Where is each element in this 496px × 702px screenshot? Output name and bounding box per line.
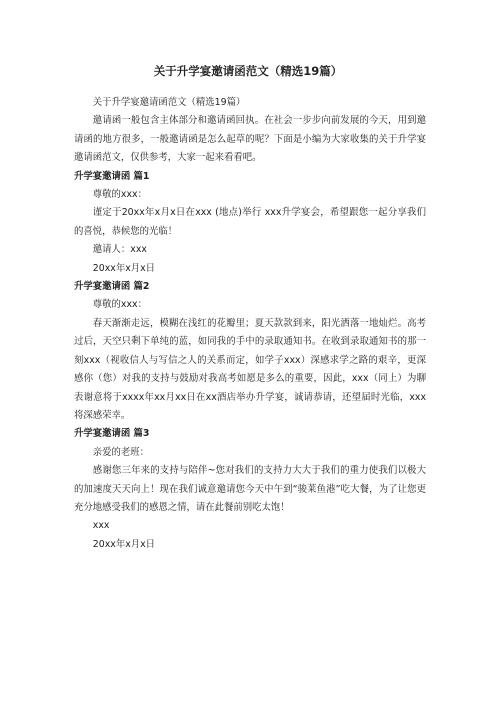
date-line: 20xx年x月x日 bbox=[92, 262, 156, 274]
body-paragraph: 感谢您三年来的支持与陪伴~您对我们的支持力大大于我们的重力使我们以极大的加速度天天向上！现在我们诚意邀请您今天中午到“骏莱鱼港”吃大餐，为了让您更充分地感受我们的感恩之情，请在此餐前别吃太饱！ bbox=[74, 465, 426, 513]
intro-paragraph: 邀请函一般包含主体部分和邀请函回执。在社会一步步向前发展的今天，用到邀请函的地方很多，一般邀请函是怎么起草的呢？下面是小编为大家收集的关于升学宴邀请函范文，仅供参考，大家一起来看看吧。 bbox=[74, 115, 426, 164]
signature-line: xxx bbox=[92, 520, 110, 532]
body-paragraph: 谨定于20xx年x月x日在xxx (地点)举行 xxx升学宴会，希望跟您一起分享我们的喜悦，恭候您的光临！ bbox=[74, 207, 426, 237]
date-line: 20xx年x月x日 bbox=[92, 538, 156, 550]
document-title: 关于升学宴邀请函范文（精选19篇） bbox=[153, 64, 343, 78]
section-heading-1: 升学宴邀请函 篇1 bbox=[74, 170, 150, 182]
body-paragraph: 春天渐渐走远，模糊在浅红的花瓣里；夏天款款到来，阳光洒落一地灿烂。高考过后，天空只剩下单纯的蓝，如同我的手中的录取通知书。在收到录取通知书的那一刻xxx（视收信人与写信之人的关系而定，如学子xxx）深感求学之路的艰辛，更深感你（您）对我的支持与鼓励对我高考如愿是多么的重要，因此，xxx（同上）为聊表谢意将于xxxx年xx月xx日在xx酒店举办升学宴，诚请恭请，还望届时光临，xxx将深感荣幸。 bbox=[74, 317, 426, 421]
salutation: 尊敬的xxx： bbox=[92, 189, 147, 201]
inviter-line: 邀请人：xxx bbox=[92, 244, 147, 256]
document-body bbox=[74, 94, 426, 554]
salutation: 尊敬的xxx： bbox=[92, 299, 147, 311]
intro-title-line: 关于升学宴邀请函范文（精选19篇） bbox=[92, 97, 246, 108]
salutation: 亲爱的老班： bbox=[92, 446, 150, 458]
section-heading-2: 升学宴邀请函 篇2 bbox=[74, 281, 150, 293]
section-heading-3: 升学宴邀请函 篇3 bbox=[74, 428, 150, 440]
